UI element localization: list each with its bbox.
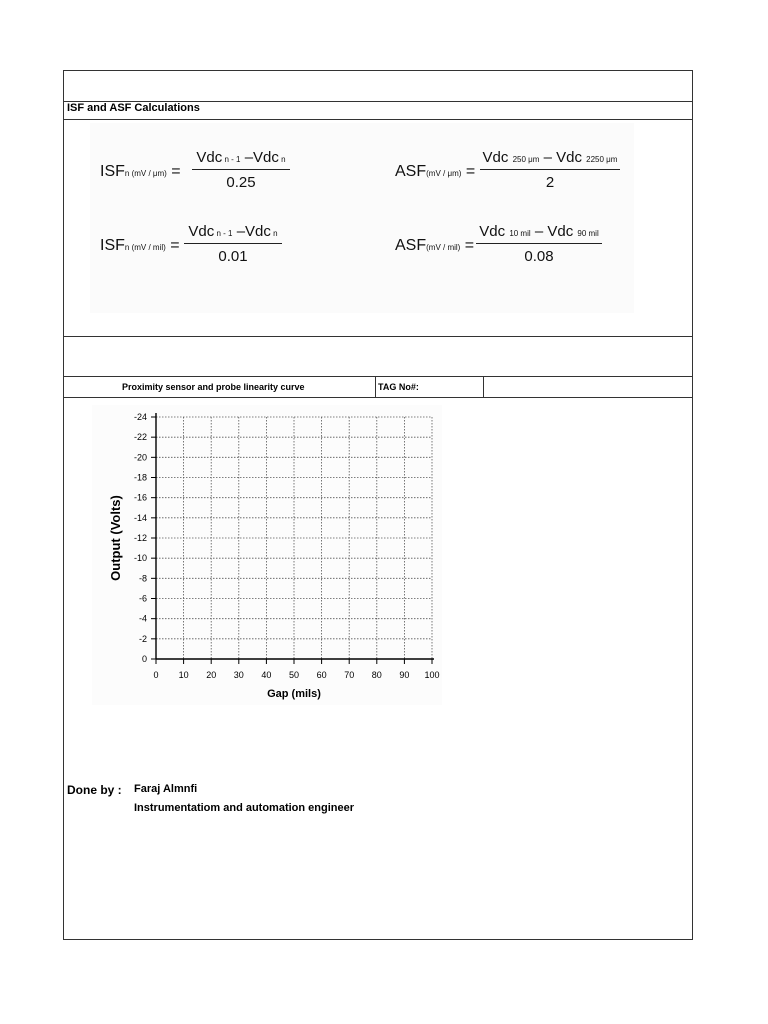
y-tick-label: -20	[133, 452, 147, 463]
isf-um-lhs: ISFn (mV / μm) =	[100, 163, 181, 180]
tag-value-field[interactable]	[488, 377, 678, 397]
isf-mil-fraction: Vdc n - 1 –Vdc n 0.01	[184, 223, 282, 265]
curve-title: Proximity sensor and probe linearity curve	[122, 382, 305, 392]
divider	[64, 119, 692, 120]
x-tick-label: 80	[371, 670, 382, 680]
x-tick-label: 30	[233, 670, 244, 680]
y-axis-label: Output (Volts)	[108, 495, 123, 581]
y-tick-label: -10	[133, 553, 147, 564]
x-tick-label: 40	[261, 670, 272, 680]
engineer-role: Instrumentatiom and automation engineer	[134, 802, 355, 814]
asf-um-fraction: Vdc 250 μm – Vdc 2250 μm 2	[480, 149, 620, 191]
formula-panel	[90, 123, 634, 313]
chart-svg	[92, 405, 442, 705]
asf-mil-fraction: Vdc 10 mil – Vdc 90 mil 0.08	[476, 223, 602, 265]
divider	[64, 336, 692, 337]
done-by-label: Done by :	[67, 783, 122, 797]
engineer-name: Faraj Almnfi	[134, 783, 198, 795]
y-tick-label: -24	[133, 412, 147, 422]
cell-divider	[375, 377, 376, 397]
x-tick-label: 70	[344, 670, 355, 680]
x-tick-label: 100	[424, 670, 440, 680]
asf-mil-lhs: ASF(mV / mil) =	[395, 237, 475, 254]
x-tick-label: 60	[316, 670, 327, 680]
linearity-chart	[92, 405, 442, 705]
x-axis-label: Gap (mils)	[267, 688, 321, 700]
y-tick-label: -22	[133, 432, 147, 443]
asf-um-lhs: ASF(mV / μm) =	[395, 163, 476, 180]
y-tick-label: -16	[133, 492, 147, 503]
x-tick-label: 0	[153, 670, 159, 680]
isf-um-fraction: Vdc n - 1 –Vdc n 0.25	[192, 149, 290, 191]
y-tick-label: -12	[133, 533, 147, 543]
cell-divider	[483, 377, 484, 397]
x-tick-label: 50	[288, 670, 300, 680]
y-tick-label: -6	[138, 593, 147, 604]
section-title: ISF and ASF Calculations	[67, 102, 200, 114]
y-tick-label: -2	[138, 633, 147, 644]
y-tick-label: -14	[133, 512, 147, 523]
tag-label: TAG No#:	[378, 382, 419, 392]
y-tick-label: -8	[138, 573, 147, 584]
y-tick-label: 0	[141, 654, 147, 664]
isf-mil-lhs: ISFn (mV / mil) =	[100, 237, 180, 254]
x-tick-label: 90	[399, 670, 410, 680]
y-tick-label: -18	[133, 472, 147, 483]
y-tick-label: -4	[138, 613, 147, 624]
x-tick-label: 10	[178, 670, 189, 680]
x-tick-label: 20	[206, 670, 217, 680]
calculation-sheet	[63, 70, 693, 940]
divider	[64, 397, 692, 398]
